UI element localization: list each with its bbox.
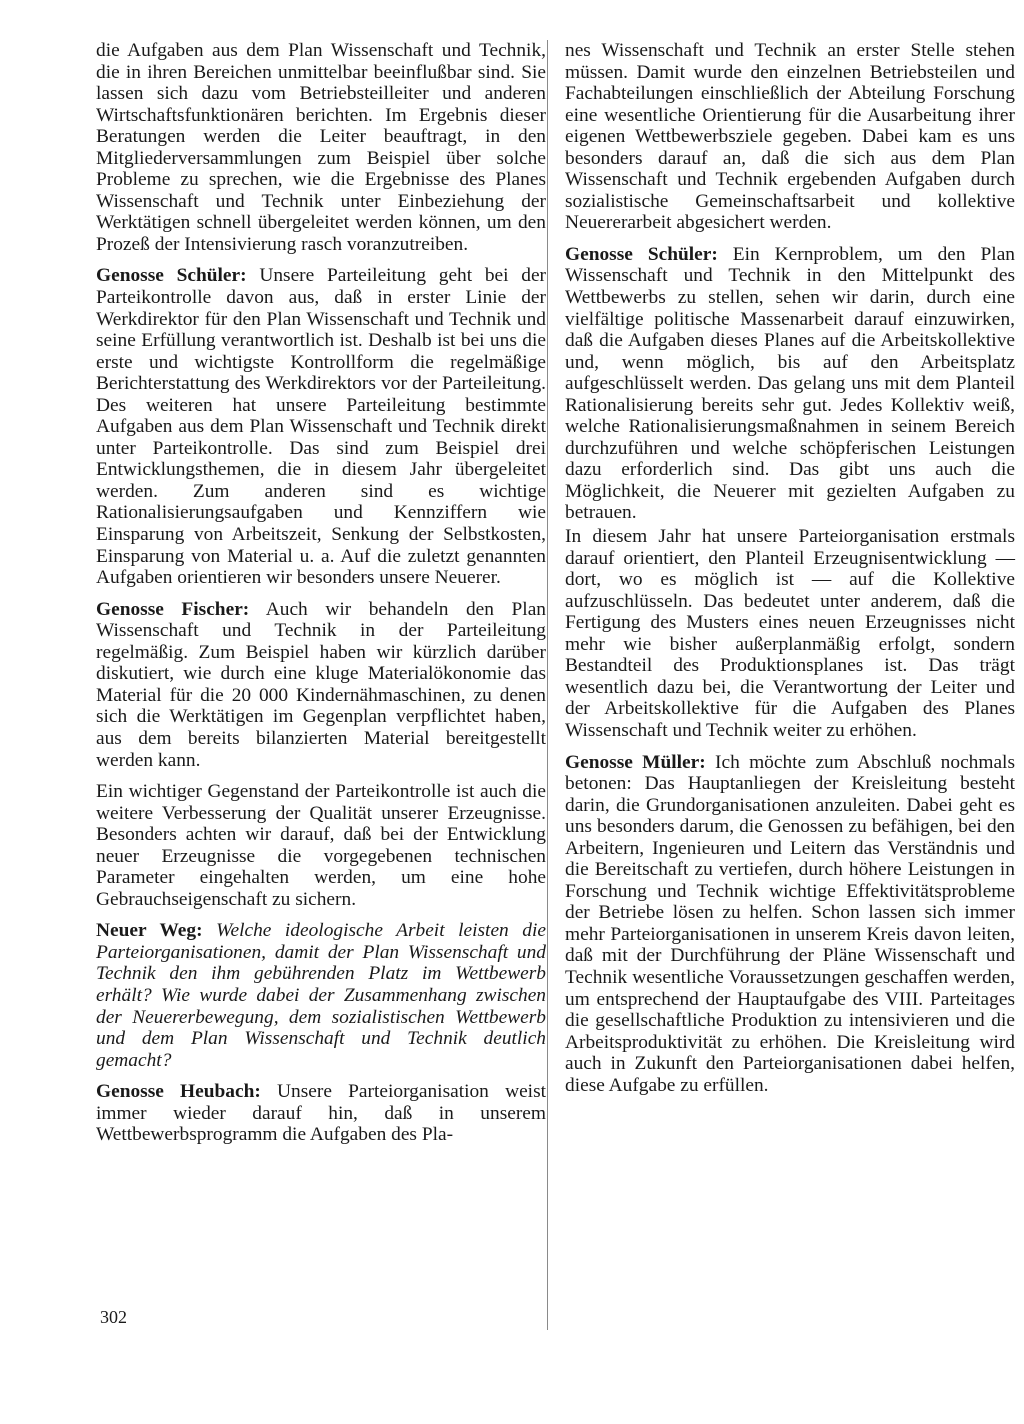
- interview-question: [96, 920, 546, 1071]
- speaker-label: Genosse Fischer:: [96, 598, 250, 620]
- paragraph: [565, 526, 1015, 741]
- paragraph: [96, 1081, 546, 1146]
- paragraph-text: Ein Kernproblem, um den Plan Wissenschaft und Technik in den Mittelpunkt des Wettbewerbs zu stellen, sehen wir darin, durch eine vielfältige politische Massenarbeit darauf einzuwirken, daß die Aufgaben dieses Planes auf die Arbeitskollektive und, wenn möglich, bis auf den Arbeitsplatz aufgeschlüsselt werden. Das gelang uns mit dem Planteil Rationalisierung bereits sehr gut. Jedes Kollektiv weiß, welche Rationalisierungsmaßnahmen in seinem Bereich durchzuführen und welche schöpferischen Leistungen dazu erforderlich sind. Das gibt uns auch die Möglichkeit, die Neuerer mit gezielten Aufgaben zu betrauen.: [565, 243, 1015, 524]
- paragraph: [96, 781, 546, 910]
- page-number: 302: [100, 1307, 127, 1327]
- speaker-label: Genosse Schüler:: [565, 243, 718, 265]
- paragraph-text: Unsere Parteileitung geht bei der Parteikontrolle davon aus, daß in erster Linie der Werkdirektor für den Plan Wissenschaft und Technik und seine Erfüllung verantwortlich ist. Deshalb ist bei uns die erste und wichtigste Kontrollform die regelmäßige Berichterstattung des Werkdirektors vor der Parteileitung. Des weiteren hat unsere Parteileitung bestimmte Aufgaben aus dem Plan Wissenschaft und Technik direkt unter Parteikontrolle. Das sind zum Beispiel drei Entwicklungsthemen, die in diesem Jahr übergeleitet werden. Zum anderen sind es wichtige Rationalisierungsaufgaben und Kennziffern wie Einsparung von Arbeitszeit, Senkung der Selbstkosten, Einsparung von Material u. a. Auf die zuletzt genannten Aufgaben orientieren wir besonders unsere Neuerer.: [96, 265, 547, 589]
- paragraph: [96, 265, 546, 588]
- paragraph: [565, 752, 1015, 1097]
- paragraph-text: Ich möchte zum Abschluß nochmals betonen: Das Hauptanliegen der Kreisleitung besteht darin, die Grundorganisationen anzuleiten. Dabei geht es uns besonders darum, die Genossen zu befähigen, bei den Arbeitern, Ingenieuren und Leitern das Verständnis und die Bereitschaft zu vertiefen, durch höhere Leistungen in Forschung und Technik wichtige Effektivitätsprobleme der Betriebe lösen zu helfen. Schon lassen sich immer mehr Parteiorganisationen in unserem Kreis davon leiten, daß mit der Durchführung der Pläne Wissenschaft und Technik wesentliche Voraussetzungen geschaffen werden, um entsprechend der Hauptaufgabe des VIII. Parteitages die gesellschaftliche Produktion zu intensivieren und die Arbeitsproduktivität zu erhöhen. Die Kreisleitung wird auch in Zukunft den Parteiorganisationen dabei helfen, diese Aufgabe zu erfüllen.: [565, 751, 1015, 1096]
- left-column: [96, 40, 546, 1156]
- column-divider: [547, 40, 548, 1330]
- paragraph: [96, 599, 546, 771]
- paragraph-text: nes Wissenschaft und Technik an erster Stelle stehen müssen. Damit wurde den einzelnen Betriebsteilen und Fachabteilungen einschließlich der Abteilung Forschung eine wesentliche Orientierung für die Ausarbeitung ihrer eigenen Wettbewerbsziele gegeben. Dabei kam es uns besonders darauf an, daß die sich aus dem Plan Wissenschaft und Technik ergebenden Aufgaben durch sozialistische Gemeinschaftsarbeit und kollektive Neuererarbeit abgesichert werden.: [565, 40, 1015, 234]
- paragraph-text: Auch wir behandeln den Plan Wissenschaft und Technik in der Parteileitung regelmäßig. Zum Beispiel haben wir kürzlich darüber diskutiert, wie durch eine kluge Materialökonomie das Material für die 20 000 Kindernähmaschinen, zu denen sich die Werktätigen im Gegenplan verpflichtet haben, aus dem bereits bilanzierten Material bereitgestellt werden kann.: [96, 598, 546, 771]
- paragraph: [565, 40, 1015, 234]
- speaker-label: Genosse Müller:: [565, 751, 706, 773]
- speaker-label: Genosse Schüler:: [96, 265, 247, 287]
- paragraph-text: die Aufgaben aus dem Plan Wissenschaft und Technik, die in ihren Bereichen unmittelbar beeinflußbar sind. Sie lassen sich dazu vom Betriebsteilleiter und anderen Wirtschaftsfunktionären berichten. Im Ergebnis dieser Beratungen werden die Leiter beauftragt, in den Mitgliederversammlungen zum Beispiel über solche Probleme zu sprechen, wie die Ergebnisse des Planes Wissenschaft und Technik unter Einbeziehung der Werktätigen schnell übergeleitet werden können, um den Prozeß der Intensivierung rasch voranzutreiben.: [96, 40, 546, 255]
- right-column: [565, 40, 1015, 1106]
- question-text: Welche ideologische Arbeit leisten die Parteiorganisationen, damit der Plan Wissenschaft und Technik den ihm gebührenden Platz im Wettbewerb erhält? Wie wurde dabei der Zusammenhang zwischen der Neuererbewegung, dem sozialistischen Wettbewerb und dem Plan Wissenschaft und Technik deutlich gemacht?: [96, 920, 546, 1071]
- speaker-label: Genosse Heubach:: [96, 1081, 261, 1103]
- paragraph: [565, 244, 1015, 524]
- paragraph-text: Ein wichtiger Gegenstand der Parteikontrolle ist auch die weitere Verbesserung der Qualität unserer Erzeugnisse. Besonders achten wir darauf, daß bei der Entwicklung neuer Erzeugnisse die vorgegebenen technischen Parameter eingehalten werden, um eine hohe Gebrauchseigenschaft zu sichern.: [96, 781, 546, 910]
- paragraph-text: Unsere Parteiorganisation weist immer wieder darauf hin, daß in unserem Wettbewerbsprogramm die Aufgaben des Pla-: [96, 1081, 547, 1146]
- speaker-label: Neuer Weg:: [96, 920, 203, 942]
- paragraph-text: In diesem Jahr hat unsere Parteiorganisation erstmals darauf orientiert, den Planteil Erzeugnisentwicklung — dort, wo es möglich ist — auf die Kollektive aufzuschlüsseln. Das bedeutet unter anderem, daß die Fertigung des Musters eines neuen Erzeugnisses nicht mehr wie bisher außerplanmäßig erfolgt, sondern Bestandteil des Produktionsplanes ist. Das trägt wesentlich dazu bei, die Verantwortung der Leiter und der Arbeitskollektive für die Aufgaben des Planes Wissenschaft und Technik weiter zu erhöhen.: [565, 526, 1015, 741]
- paragraph: [96, 40, 546, 255]
